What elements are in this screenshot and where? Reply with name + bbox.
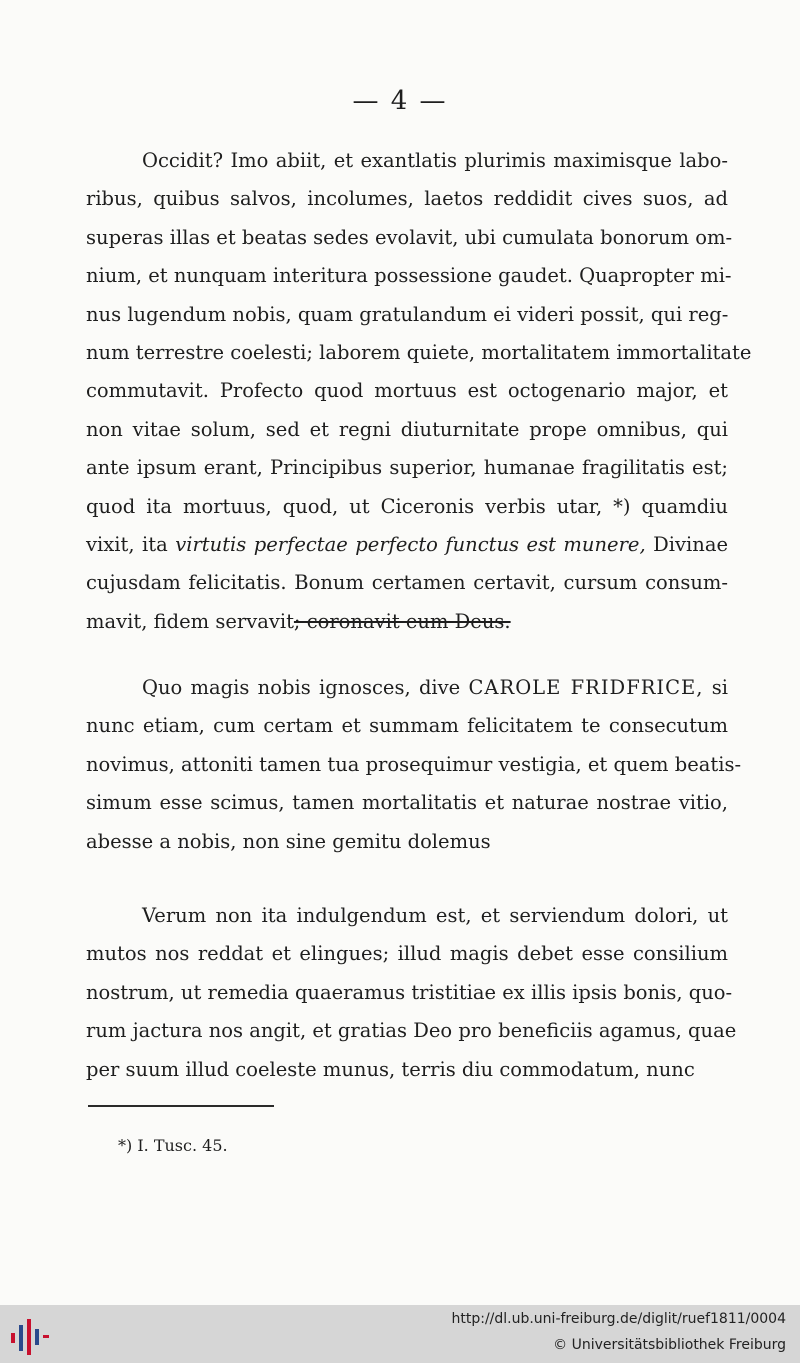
text-segment: ; coronavit eum Deus. [293,610,511,633]
text-segment: nunc etiam, cum certam et summam felicitatem te consecutum [86,714,728,737]
text-line [142,903,728,929]
text-segment: novimus, attoniti tamen tua prosequimur vestigia, et quem beatis- [86,753,742,776]
text-segment: abesse a nobis, non sine gemitu dolemus [86,830,491,853]
text-segment: non vitae solum, sed et regni diuturnitate prope omnibus, qui [86,418,728,441]
text-segment: nostrum, ut remedia quaeramus tristitiae ex illis ipsis bonis, quo- [86,981,733,1004]
text-segment: ante ipsum erant, Principibus superior, humanae fragilitatis est; [86,456,728,479]
text-line [86,713,728,739]
text-segment: num terrestre coelesti; laborem quiete, mortalitatem immortalitate [86,341,752,364]
text-line [86,378,728,404]
text-segment: nus lugendum nobis, quam gratulandum ei videri possit, qui reg- [86,303,729,326]
text-segment: Quo magis nobis ignosces, dive [142,676,469,699]
text-line [86,494,728,520]
text-line [86,263,732,289]
text-segment: simum esse scimus, tamen mortalitatis et naturae nostrae vitio, [86,791,728,814]
footnote: *) I. Tusc. 45. [118,1136,228,1155]
text-segment: mavit, fidem servavit [86,610,294,633]
text-line [86,455,728,481]
text-line [86,609,728,635]
text-line [86,532,728,558]
text-line [86,302,728,328]
text-segment: Occidit? Imo abiit, et exantlatis plurimis maximisque labo- [142,149,728,172]
text-segment: si [703,676,728,699]
ub-freiburg-logo-icon[interactable] [8,1315,52,1355]
text-segment: ribus, quibus salvos, incolumes, laetos reddidit cives suos, ad [86,187,728,210]
text-segment: per suum illud coeleste munus, terris diu commodatum, nunc [86,1058,695,1081]
text-segment: Divinae [645,533,728,556]
footnote-rule [88,1105,274,1107]
page-number: — 4 — [352,86,448,116]
text-segment: vixit, ita [86,533,176,556]
text-line [86,790,728,816]
text-segment: Verum non ita indulgendum est, et serviendum dolori, ut [142,904,728,927]
text-line [86,752,742,778]
text-segment: cujusdam felicitatis. Bonum certamen certavit, cursum consum- [86,571,728,594]
text-line [86,186,728,212]
text-line [142,148,728,174]
text-line [142,675,728,701]
text-line [86,570,728,596]
text-line [86,340,752,366]
text-segment: nium, et nunquam interitura possessione gaudet. Quapropter mi- [86,264,732,287]
source-url-link[interactable]: http://dl.ub.uni-freiburg.de/diglit/ruef1811/0004 [451,1311,786,1327]
text-segment: virtutis perfectae perfecto functus est munere, [175,533,646,556]
text-segment: commutavit. Profecto quod mortuus est octogenario major, et [86,379,728,402]
text-line [86,1057,728,1083]
text-line [86,417,728,443]
text-line [86,1018,737,1044]
text-segment: quod ita mortuus, quod, ut Ciceronis verbis utar, *) quamdiu [86,495,728,518]
text-line [86,225,733,251]
text-line [86,941,728,967]
text-segment: mutos nos reddat et elingues; illud magis debet esse consilium [86,942,728,965]
text-segment: rum jactura nos angit, et gratias Deo pro beneficiis agamus, quae [86,1019,737,1042]
text-line [86,980,733,1006]
copyright-notice: © Universitätsbibliothek Freiburg [553,1337,786,1353]
text-segment: superas illas et beatas sedes evolavit, ubi cumulata bonorum om- [86,226,733,249]
text-segment: CAROLE FRIDFRICE, [468,676,704,699]
text-line [86,829,728,855]
viewer-footer [0,1305,800,1363]
